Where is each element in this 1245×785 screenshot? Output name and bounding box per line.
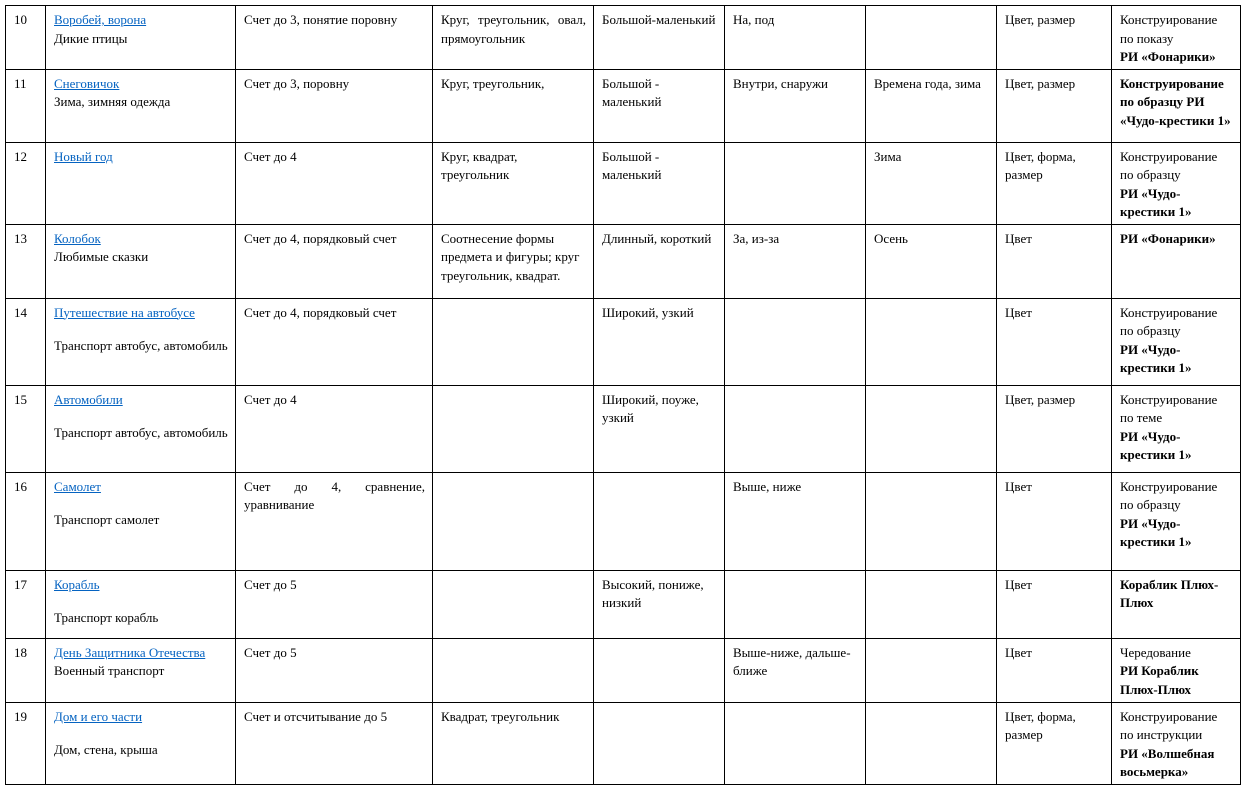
construction-text: Конструирование по показу	[1120, 12, 1218, 46]
construction-cell	[1112, 6, 1241, 70]
lesson-plan-table	[5, 5, 1241, 785]
construction-text: Конструирование по образцу	[1120, 148, 1218, 182]
topic-link[interactable]: Снеговичок	[54, 75, 120, 91]
size-cell: Большой-маленький	[594, 6, 725, 70]
count-cell: Счет до 4, порядковый счет	[236, 298, 433, 385]
count-cell: Счет до 4, порядковый счет	[236, 224, 433, 298]
table-row	[6, 638, 1241, 702]
table-row	[6, 702, 1241, 784]
topic-link[interactable]: Корабль	[54, 576, 100, 592]
topic-subtitle: Любимые сказки	[54, 249, 149, 264]
size-cell: Широкий, узкий	[594, 298, 725, 385]
time-cell	[866, 472, 997, 570]
topic-link[interactable]: Автомобили	[54, 391, 123, 407]
row-number: 13	[6, 224, 46, 298]
topic-link[interactable]: Путешествие на автобусе	[54, 304, 195, 320]
time-cell	[866, 385, 997, 472]
count-cell: Счет до 3, поровну	[236, 69, 433, 142]
construction-text: Конструирование по инструкции	[1120, 708, 1218, 742]
construction-cell	[1112, 638, 1241, 702]
row-number: 14	[6, 298, 46, 385]
topic-link[interactable]: Новый год	[54, 148, 113, 164]
space-cell: Внутри, снаружи	[725, 69, 866, 142]
construction-cell	[1112, 570, 1241, 638]
row-number: 15	[6, 385, 46, 472]
topic-subtitle: Транспорт автобус, автомобиль	[54, 425, 228, 440]
topic-subtitle: Зима, зимняя одежда	[54, 94, 171, 109]
count-cell: Счет до 4, сравнение, уравнивание	[236, 472, 433, 570]
topic-cell	[46, 69, 236, 142]
shapes-cell	[433, 385, 594, 472]
construction-cell	[1112, 385, 1241, 472]
shapes-cell	[433, 298, 594, 385]
topic-cell	[46, 142, 236, 224]
topic-subtitle: Транспорт автобус, автомобиль	[54, 338, 228, 353]
topic-cell	[46, 638, 236, 702]
properties-cell: Цвет, размер	[997, 385, 1112, 472]
construction-text: Конструирование по образцу	[1120, 478, 1218, 512]
count-cell: Счет до 5	[236, 638, 433, 702]
topic-link[interactable]: Колобок	[54, 230, 101, 246]
game-title: РИ «Чудо-крестики 1»	[1120, 185, 1192, 219]
space-cell	[725, 570, 866, 638]
row-number: 10	[6, 6, 46, 70]
table-row	[6, 298, 1241, 385]
space-cell	[725, 142, 866, 224]
table-row	[6, 6, 1241, 70]
properties-cell: Цвет	[997, 570, 1112, 638]
shapes-cell	[433, 638, 594, 702]
space-cell: Выше, ниже	[725, 472, 866, 570]
count-cell: Счет до 4	[236, 385, 433, 472]
topic-subtitle: Транспорт корабль	[54, 610, 159, 625]
game-title: РИ «Чудо-крестики 1»	[1120, 515, 1192, 549]
row-number: 11	[6, 69, 46, 142]
shapes-cell	[433, 570, 594, 638]
properties-cell: Цвет	[997, 638, 1112, 702]
size-cell: Высокий, пониже, низкий	[594, 570, 725, 638]
game-title: РИ «Чудо-крестики 1»	[1120, 428, 1192, 462]
row-number: 19	[6, 702, 46, 784]
space-cell	[725, 702, 866, 784]
time-cell	[866, 6, 997, 70]
construction-text: Конструирование по образцу	[1120, 304, 1218, 338]
row-number: 12	[6, 142, 46, 224]
construction-text: Конструирование по теме	[1120, 391, 1218, 425]
game-title: РИ «Фонарики»	[1120, 230, 1216, 246]
row-number: 18	[6, 638, 46, 702]
topic-subtitle: Транспорт самолет	[54, 512, 160, 527]
topic-cell	[46, 385, 236, 472]
count-cell: Счет и отсчитывание до 5	[236, 702, 433, 784]
game-title: Конструирование по образцу РИ «Чудо-крестики 1»	[1120, 75, 1231, 128]
topic-cell	[46, 570, 236, 638]
shapes-cell: Круг, треугольник, овал, прямоугольник	[433, 6, 594, 70]
table-row	[6, 570, 1241, 638]
shapes-cell: Квадрат, треугольник	[433, 702, 594, 784]
construction-cell	[1112, 298, 1241, 385]
construction-text: Чередование	[1120, 644, 1191, 660]
time-cell: Зима	[866, 142, 997, 224]
space-cell	[725, 385, 866, 472]
game-title: РИ «Фонарики»	[1120, 49, 1216, 64]
size-cell: Широкий, поуже, узкий	[594, 385, 725, 472]
shapes-cell	[433, 472, 594, 570]
time-cell	[866, 638, 997, 702]
time-cell: Времена года, зима	[866, 69, 997, 142]
properties-cell: Цвет	[997, 224, 1112, 298]
time-cell	[866, 570, 997, 638]
table-row	[6, 142, 1241, 224]
size-cell	[594, 702, 725, 784]
size-cell: Большой - маленький	[594, 69, 725, 142]
table-row	[6, 69, 1241, 142]
game-title: Кораблик Плюх-Плюх	[1120, 576, 1219, 610]
table-row	[6, 224, 1241, 298]
space-cell	[725, 298, 866, 385]
topic-link[interactable]: Воробей, ворона	[54, 12, 147, 27]
time-cell: Осень	[866, 224, 997, 298]
properties-cell: Цвет	[997, 472, 1112, 570]
game-title: РИ «Волшебная восьмерка»	[1120, 745, 1215, 779]
topic-subtitle: Дикие птицы	[54, 30, 128, 46]
topic-cell	[46, 702, 236, 784]
properties-cell: Цвет, форма, размер	[997, 142, 1112, 224]
construction-cell	[1112, 472, 1241, 570]
size-cell: Длинный, короткий	[594, 224, 725, 298]
space-cell: Выше-ниже, дальше-ближе	[725, 638, 866, 702]
topic-subtitle: Военный транспорт	[54, 663, 165, 678]
row-number: 16	[6, 472, 46, 570]
time-cell	[866, 702, 997, 784]
properties-cell: Цвет, размер	[997, 69, 1112, 142]
construction-cell	[1112, 69, 1241, 142]
topic-link[interactable]: Дом и его части	[54, 708, 143, 724]
table-row	[6, 385, 1241, 472]
size-cell	[594, 472, 725, 570]
shapes-cell: Круг, квадрат, треугольник	[433, 142, 594, 224]
topic-cell	[46, 6, 236, 70]
topic-link[interactable]: День Защитника Отечества	[54, 644, 206, 660]
properties-cell: Цвет, форма, размер	[997, 702, 1112, 784]
game-title: РИ Кораблик Плюх-Плюх	[1120, 663, 1199, 697]
topic-cell	[46, 472, 236, 570]
count-cell: Счет до 4	[236, 142, 433, 224]
construction-cell	[1112, 702, 1241, 784]
properties-cell: Цвет, размер	[997, 6, 1112, 70]
topic-cell	[46, 224, 236, 298]
size-cell: Большой - маленький	[594, 142, 725, 224]
construction-cell	[1112, 142, 1241, 224]
table-row	[6, 472, 1241, 570]
row-number: 17	[6, 570, 46, 638]
construction-cell	[1112, 224, 1241, 298]
shapes-cell: Соотнесение формы предмета и фигуры; круг треугольник, квадрат.	[433, 224, 594, 298]
game-title: РИ «Чудо-крестики 1»	[1120, 341, 1192, 375]
topic-link[interactable]: Самолет	[54, 478, 101, 494]
topic-subtitle: Дом, стена, крыша	[54, 742, 158, 757]
count-cell: Счет до 5	[236, 570, 433, 638]
shapes-cell: Круг, треугольник,	[433, 69, 594, 142]
topic-cell	[46, 298, 236, 385]
time-cell	[866, 298, 997, 385]
properties-cell: Цвет	[997, 298, 1112, 385]
count-cell: Счет до 3, понятие поровну	[236, 6, 433, 70]
space-cell: За, из-за	[725, 224, 866, 298]
space-cell: На, под	[725, 6, 866, 70]
size-cell	[594, 638, 725, 702]
